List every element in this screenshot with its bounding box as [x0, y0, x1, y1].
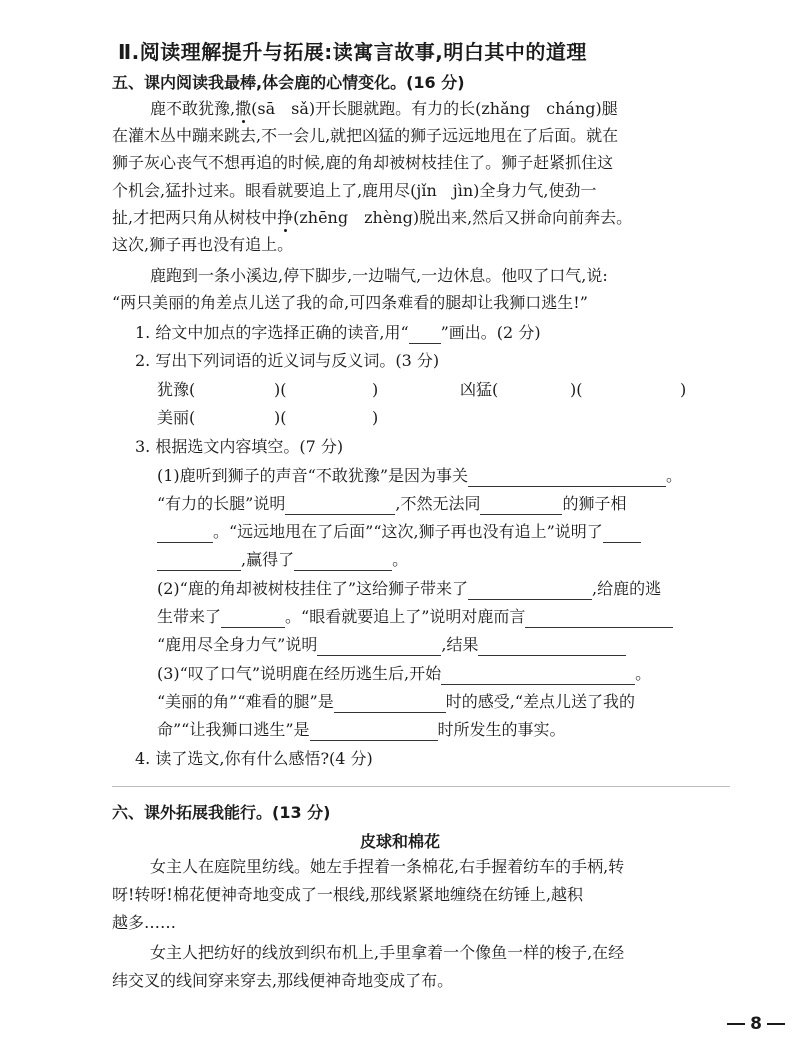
answer-blank[interactable] — [310, 722, 438, 741]
fill-line: “鹿用尽全身力气”说明 ,结果 — [157, 634, 626, 656]
fill-line: 。“远远地甩在了后面”“这次,狮子再也没有追上”说明了 — [157, 521, 641, 543]
answer-blank[interactable] — [603, 524, 641, 543]
fill-line: 生带来了 。“眼看就要追上了”说明对鹿而言 — [157, 606, 673, 628]
passage-line: 狮子灰心丧气不想再追的时候,鹿的角却被树枝挂住了。狮子赶紧抓住这 — [112, 153, 614, 172]
page-number: 8 — [722, 1014, 790, 1034]
fill-line: “有力的长腿”说明 ,不然无法同 的狮子相 — [157, 494, 627, 513]
paren: ) — [372, 380, 379, 399]
paren: ) — [372, 408, 379, 427]
fill-line: “美丽的角”“难看的腿”是 时的感受,“差点儿送了我的 — [157, 692, 636, 711]
word-xiongmeng: 凶猛( — [460, 380, 499, 399]
story-line: 呀!转呀!棉花便神奇地变成了一根线,那线紧紧地缠绕在纺锤上,越积 — [112, 885, 584, 904]
story-line: 纬交叉的线间穿来穿去,那线便神奇地变成了布。 — [112, 971, 454, 990]
answer-blank[interactable] — [334, 694, 446, 713]
section-divider — [112, 786, 730, 787]
fill-line: (2)“鹿的角却被树枝挂住了”这给狮子带来了 ,给鹿的逃 — [157, 579, 662, 598]
question-3: 3. 根据选文内容填空。(7 分) — [135, 437, 344, 456]
passage-line: 鹿跑到一条小溪边,停下脚步,一边喘气,一边休息。他叹了口气,说: — [150, 266, 608, 285]
answer-blank[interactable] — [468, 468, 666, 487]
part6-heading: 六、课外拓展我能行。(13 分) — [112, 803, 331, 822]
section-title: Ⅱ.阅读理解提升与拓展:读寓言故事,明白其中的道理 — [118, 40, 587, 64]
story-title: 皮球和棉花 — [359, 832, 440, 851]
fill-line: (3)“叹了口气”说明鹿在经历逃生后,开始 。 — [157, 664, 652, 683]
story-line: 女主人把纺好的线放到织布机上,手里拿着一个像鱼一样的梭子,在经 — [150, 943, 625, 962]
passage-line: 个机会,猛扑过来。眼看就要追上了,鹿用尽(jǐn jìn)全身力气,使劲一 — [112, 181, 597, 200]
dotted-char: 撒 — [235, 99, 252, 118]
question-4: 4. 读了选文,你有什么感悟?(4 分) — [135, 749, 373, 768]
fill-line: (1)鹿听到狮子的声音“不敢犹豫”是因为事关 。 — [157, 466, 683, 485]
answer-blank[interactable] — [478, 637, 626, 656]
answer-blank[interactable] — [317, 637, 441, 656]
answer-blank[interactable] — [285, 496, 395, 515]
fill-line: 命”“让我狮口逃生”是 时所发生的事实。 — [157, 720, 566, 739]
story-line: 女主人在庭院里纺线。她左手捏着一条棉花,右手握着纺车的手柄,转 — [150, 857, 625, 876]
answer-blank[interactable] — [468, 581, 592, 600]
passage-line: 扯,才把两只角从树枝中挣(zhēng zhèng)脱出来,然后又拼命向前奔去。 — [112, 208, 633, 227]
passage-line: 这次,狮子再也没有追上。 — [112, 235, 294, 254]
answer-blank[interactable] — [221, 609, 285, 628]
question-2: 2. 写出下列词语的近义词与反义词。(3 分) — [135, 351, 440, 370]
paren: )( — [274, 408, 287, 427]
answer-blank[interactable] — [525, 609, 673, 628]
paren: ) — [680, 380, 687, 399]
part5-heading: 五、课内阅读我最棒,体会鹿的心情变化。(16 分) — [112, 73, 465, 92]
story-line: 越多…… — [112, 913, 177, 932]
paren: )( — [274, 380, 287, 399]
passage-line: 鹿不敢犹豫,撒(sā sǎ)开长腿就跑。有力的长(zhǎng cháng)腿 — [150, 99, 618, 118]
fill-line: ,赢得了 。 — [157, 549, 408, 571]
passage-line: 在灌木丛中蹦来跳去,不一会儿,就把凶猛的狮子远远地甩在了后面。就在 — [112, 126, 619, 145]
passage-line: “两只美丽的角差点儿送了我的命,可四条难看的腿却让我狮口逃生!” — [112, 293, 588, 312]
answer-blank[interactable] — [157, 552, 241, 571]
word-meili: 美丽( — [157, 408, 196, 427]
answer-blank[interactable] — [480, 496, 562, 515]
dotted-char: 挣 — [277, 208, 294, 227]
paren: )( — [570, 380, 583, 399]
answer-blank[interactable] — [294, 552, 392, 571]
question-1: 1. 给文中加点的字选择正确的读音,用“ ”画出。(2 分) — [135, 323, 541, 342]
answer-blank[interactable] — [441, 666, 635, 685]
answer-blank[interactable] — [157, 524, 213, 543]
word-youyu: 犹豫( — [157, 380, 196, 399]
